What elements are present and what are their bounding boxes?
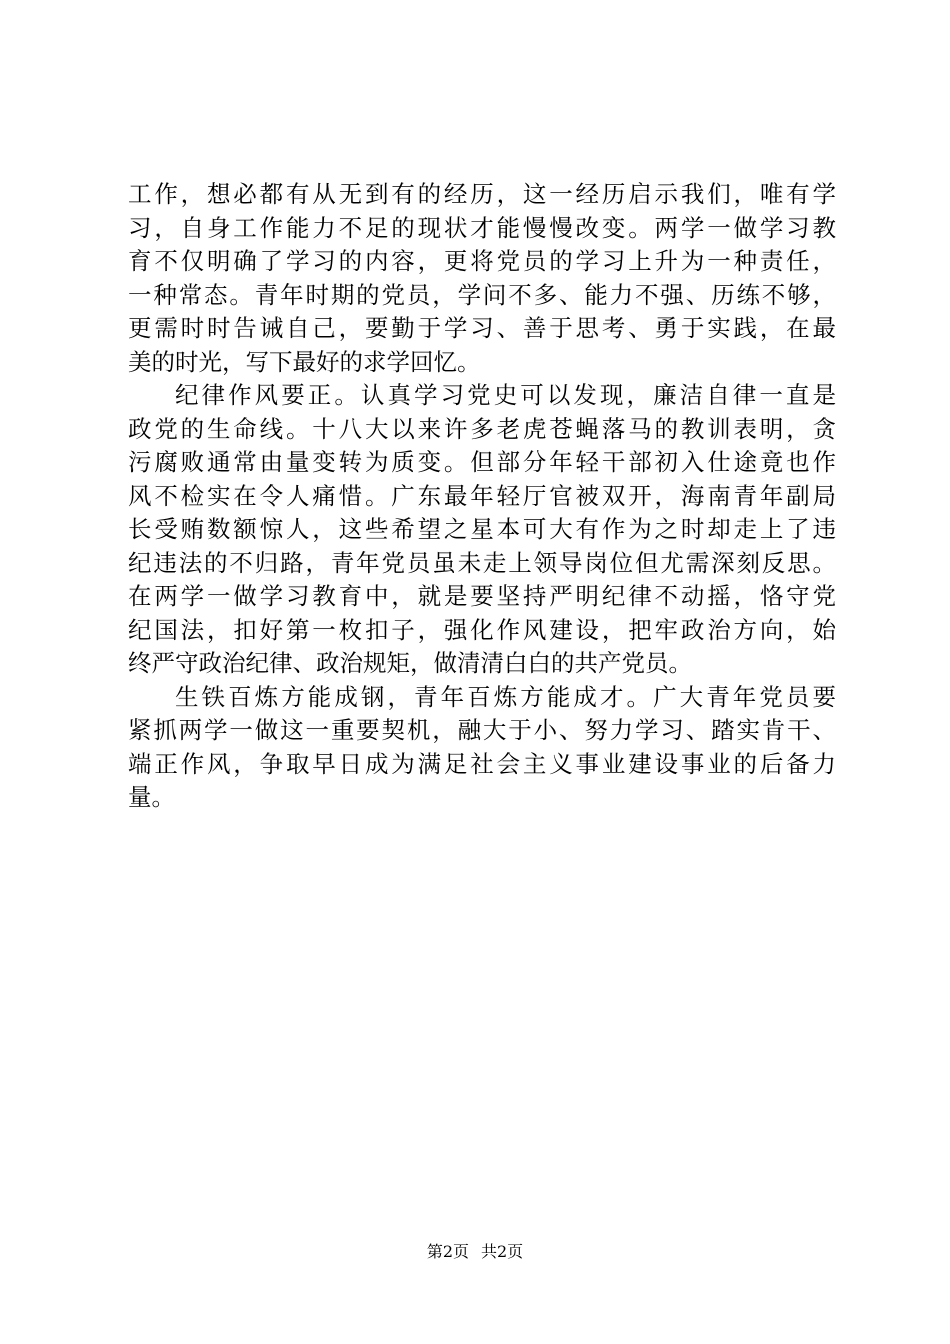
text-line: 终严守政治纪律、政治规矩，做清清白白的共产党员。 [128,649,692,677]
text-line: 政党的生命线。十八大以来许多老虎苍蝇落马的教训表明，贪 [128,414,836,443]
document-body [128,178,836,815]
text-line: 在两学一做学习教育中，就是要坚持严明纪律不动摇，恪守党 [128,582,836,610]
page-number: 第2页 [426,1242,469,1261]
text-line: 污腐败通常由量变转为质变。但部分年轻干部初入仕途竟也作 [128,448,836,476]
text-line: 育不仅明确了学习的内容，更将党员的学习上升为一种责任， [128,247,836,275]
text-line: 风不检实在令人痛惜。广东最年轻厅官被双开，海南青年副局 [128,481,836,510]
text-line: 更需时时告诫自己，要勤于学习、善于思考、勇于实践，在最 [128,314,836,342]
page-footer [0,1242,950,1262]
text-line: 工作，想必都有从无到有的经历，这一经历启示我们，唯有学 [128,180,836,208]
text-line: 端正作风，争取早日成为满足社会主义事业建设事业的后备力 [128,749,836,778]
text-line: 量。 [128,783,175,811]
text-line: 美的时光，写下最好的求学回忆。 [128,347,481,376]
text-line: 纪律作风要正。认真学习党史可以发现，廉洁自律一直是 [175,381,836,409]
page-total: 共2页 [481,1242,524,1261]
text-line: 生铁百炼方能成钢，青年百炼方能成才。广大青年党员要 [175,682,836,711]
text-line: 紧抓两学一做这一重要契机，融大于小、努力学习、踏实肯干、 [128,716,836,744]
text-line: 长受贿数额惊人，这些希望之星本可大有作为之时却走上了违 [128,515,836,543]
text-line: 纪违法的不归路，青年党员虽未走上领导岗位但尤需深刻反思。 [128,548,836,577]
text-line: 习，自身工作能力不足的现状才能慢慢改变。两学一做学习教 [128,213,836,242]
text-line: 一种常态。青年时期的党员，学问不多、能力不强、历练不够， [128,280,836,309]
text-line: 纪国法，扣好第一枚扣子，强化作风建设，把牢政治方向，始 [128,615,836,644]
